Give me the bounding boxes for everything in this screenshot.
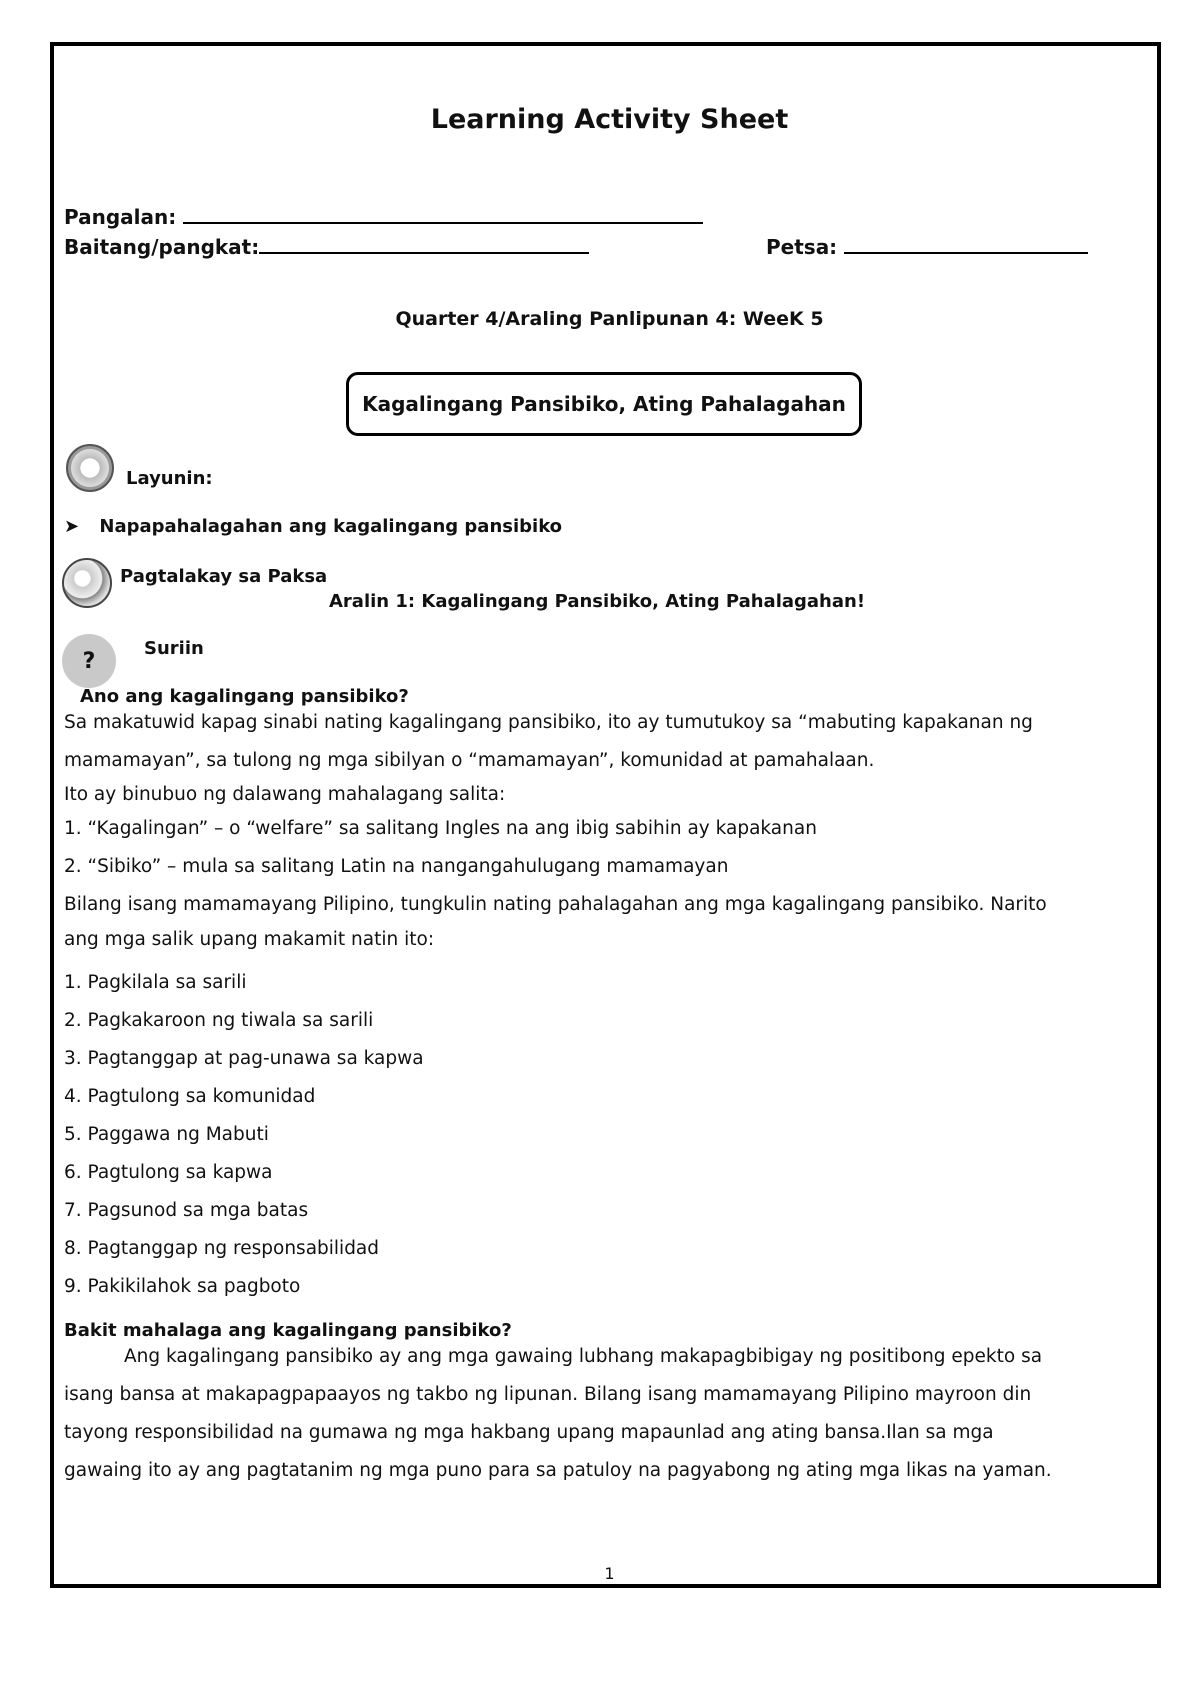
discussion-heading: Pagtalakay sa Paksa <box>120 566 328 587</box>
list-item: 8. Pagtanggap ng responsabilidad <box>64 1238 380 1259</box>
text-line: tayong responsibilidad na gumawa ng mga hakbang upang mapaunlad ang ating bansa.Ilan sa mga <box>64 1422 994 1443</box>
list-item: 6. Pagtulong sa kapwa <box>64 1162 273 1183</box>
page-number: 1 <box>604 1564 615 1583</box>
date-label: Petsa: <box>766 235 838 259</box>
importance-text-block <box>64 1338 1052 1490</box>
factors-list <box>64 964 424 1306</box>
text-line: Sa makatuwid kapag sinabi nating kagalingang pansibiko, ito ay tumutukoy sa “mabuting kapakanan ng <box>64 712 1033 733</box>
importance-question: Bakit mahalaga ang kagalingang pansibiko? <box>64 1320 512 1341</box>
text-line: 2. “Sibiko” – mula sa salitang Latin na nangangahulugang mamamayan <box>64 856 729 877</box>
text-line: mamamayan”, sa tulong ng mga sibilyan o “mamamayan”, komunidad at pamahalaan. <box>64 750 875 771</box>
objective-heading: Layunin: <box>126 468 213 489</box>
topic-title: Kagalingang Pansibiko, Ating Pahalagahan <box>362 392 846 416</box>
text-line: isang bansa at makapagpapaayos ng takbo ng lipunan. Bilang isang mamamayang Pilipino mayroon din <box>64 1384 1032 1405</box>
text-line: ang mga salik upang makamit natin ito: <box>64 929 435 950</box>
list-item: 5. Paggawa ng Mabuti <box>64 1124 269 1145</box>
name-field <box>64 204 703 229</box>
text-line: Ang kagalingang pansibiko ay ang mga gawaing lubhang makapagbibigay ng positibong epekto sa <box>124 1346 1043 1367</box>
analyze-text-block <box>64 704 1047 956</box>
text-line: gawaing ito ay ang pagtatanim ng mga puno para sa patuloy na pagyabong ng ating mga likas na yaman. <box>64 1460 1052 1481</box>
discussion-icon <box>62 558 112 608</box>
list-item: 7. Pagsunod sa mga batas <box>64 1200 309 1221</box>
page-title: Learning Activity Sheet <box>430 104 789 135</box>
text-line: Ito ay binubuo ng dalawang mahalagang salita: <box>64 784 506 805</box>
text-line: Bilang isang mamamayang Pilipino, tungkulin nating pahalagahan ang mga kagalingang pansibiko. Narito <box>64 894 1047 915</box>
list-item: 1. Pagkilala sa sarili <box>64 972 247 993</box>
list-item: 3. Pagtanggap at pag-unawa sa kapwa <box>64 1048 424 1069</box>
analyze-heading: Suriin <box>144 638 204 659</box>
name-label: Pangalan: <box>64 205 177 229</box>
name-blank[interactable] <box>183 204 703 224</box>
date-blank[interactable] <box>844 234 1088 254</box>
grade-blank[interactable] <box>259 234 589 254</box>
objective-bullet-item <box>64 516 562 537</box>
analyze-question: Ano ang kagalingang pansibiko? <box>80 686 409 707</box>
page-border <box>50 42 1161 1588</box>
topic-box <box>346 372 862 436</box>
globe-icon <box>66 444 114 492</box>
objective-text: Napapahalagahan ang kagalingang pansibiko <box>99 516 563 537</box>
list-item: 9. Pakikilahok sa pagboto <box>64 1276 301 1297</box>
quarter-line: Quarter 4/Araling Panlipunan 4: WeeK 5 <box>395 308 824 330</box>
magnifier-question-icon: ? <box>62 634 116 688</box>
grade-field <box>64 234 589 259</box>
lesson-title: Aralin 1: Kagalingang Pansibiko, Ating Pahalagahan! <box>329 591 866 612</box>
list-item: 4. Pagtulong sa komunidad <box>64 1086 316 1107</box>
date-field <box>766 234 1088 259</box>
text-line: 1. “Kagalingan” – o “welfare” sa salitang Ingles na ang ibig sabihin ay kapakanan <box>64 818 817 839</box>
arrow-bullet-icon: ➤ <box>64 516 80 537</box>
grade-label: Baitang/pangkat: <box>64 235 260 259</box>
list-item: 2. Pagkakaroon ng tiwala sa sarili <box>64 1010 374 1031</box>
